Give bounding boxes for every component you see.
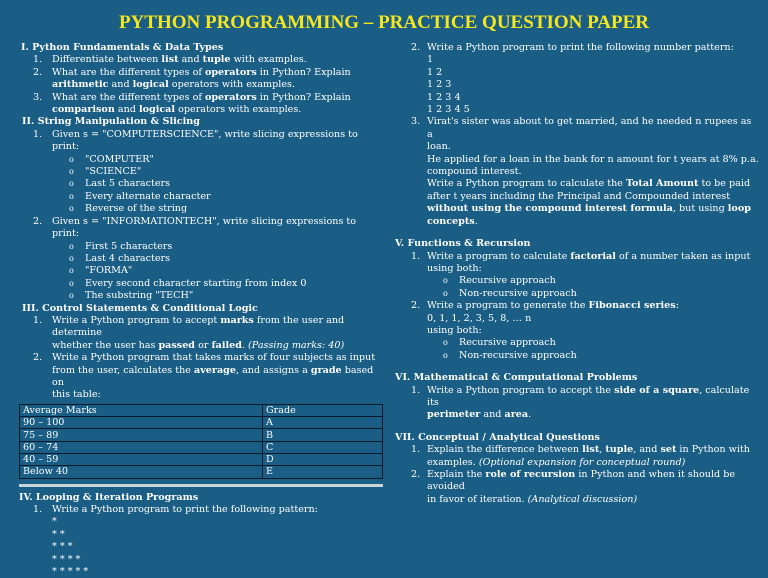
section-heading-math: VI. Mathematical & Computational Problems (395, 372, 638, 384)
section-heading-conceptual: VII. Conceptual / Analytical Questions (395, 431, 600, 443)
pattern-line: * * * * (52, 553, 81, 565)
table-row: Below 40 E (20, 466, 383, 478)
section-heading-control: III. Control Statements & Conditional Logic (22, 302, 258, 314)
section-heading-functions: V. Functions & Recursion (395, 238, 531, 250)
table-header: Grade (263, 404, 383, 416)
bullet-item: o Every second character starting from index 0 (69, 277, 307, 289)
question-item: 2. Write a program to generate the Fibonacci series: 0, 1, 1, 2, 3, 5, 8, … n using both: (411, 300, 679, 336)
question-item: 1. Differentiate between list and tuple with examples. (33, 54, 307, 66)
question-item: 1. Explain the difference between list, tuple, and set in Python with examples. (Optional expansion for conceptual round) (411, 444, 750, 468)
bullet-item: o Reverse of the string (69, 203, 188, 215)
question-item: 1. Write a Python program to print the following pattern: (33, 503, 318, 515)
bullet-item: o "COMPUTER" (69, 153, 154, 165)
table-row: 40 – 59 D (20, 453, 383, 465)
pattern-line: 1 (427, 54, 434, 66)
question-item: 2. Write a Python program that takes marks of four subjects as input from the user, calculates the average, and assigns a grade based on this table: (33, 352, 376, 401)
pattern-line: 1 2 3 4 (427, 91, 461, 103)
pattern-line: * * * * * (52, 566, 89, 577)
pattern-line: 1 2 3 (427, 79, 452, 91)
table-row: 90 – 100 A (20, 417, 383, 429)
section-heading-strings: II. String Manipulation & Slicing (22, 116, 200, 128)
bullet-item: o "SCIENCE" (69, 166, 142, 178)
page-title: PYTHON PROGRAMMING – PRACTICE QUESTION PAPER (118, 12, 650, 33)
question-item: 1. Write a Python program to accept marks from the user and determine whether the user has passed or failed. (Passing marks: 40) (33, 314, 345, 351)
table-row: 75 – 89 B (20, 429, 383, 441)
pattern-line: * * (52, 528, 65, 540)
bullet-item: o Recursive approach (443, 275, 556, 287)
question-item: 1. Write a Python program to accept the side of a square, calculate its perimeter and area. (411, 384, 750, 421)
bullet-item: o Every alternate character (69, 190, 211, 202)
pattern-line: 1 2 3 4 5 (427, 104, 470, 116)
section-heading-fundamentals: I. Python Fundamentals & Data Types (21, 42, 224, 53)
bullet-item: o "FORMA" (69, 265, 133, 277)
table-header-row (20, 404, 383, 416)
bullet-item: o Recursive approach (443, 337, 556, 349)
bullet-item: o Last 5 characters (69, 178, 171, 190)
question-item: 3. What are the different types of operators in Python? Explain comparison and logical operators with examples. (33, 91, 351, 116)
section-divider (19, 484, 383, 487)
bullet-item: o Non-recursive approach (443, 287, 577, 299)
bullet-item: o Last 4 characters (69, 252, 171, 264)
question-item: 1. Write a program to calculate factorial of a number taken as input using both: (411, 250, 751, 274)
question-item: 3. Virat's sister was about to get married, and he needed n rupees as a loan. He applied for a loan in the bank for n amount for t years at 8% p.a. compound interest. Write a Python program to calculate the Total Amount to be paid after t years including the Principal and Compounded interest without using the compound interest formula, but using loop concepts. (411, 116, 759, 227)
question-item: 2. Explain the role of recursion in Python and when it should be avoided in favor of iteration. (Analytical discussion) (411, 469, 736, 505)
right-column (395, 42, 759, 506)
question-item: 2. What are the different types of operators in Python? Explain arithmetic and logical operators with examples. (33, 66, 351, 91)
bullet-item: o First 5 characters (69, 240, 173, 252)
table-row: 60 – 74 C (20, 441, 383, 453)
grade-table (19, 404, 383, 479)
pattern-line: 1 2 (427, 66, 443, 78)
pattern-line: * * * (52, 541, 73, 553)
bullet-item: o The substring "TECH" (69, 290, 194, 302)
section-heading-looping: IV. Looping & Iteration Programs (19, 491, 199, 503)
question-item: 1. Given s = "COMPUTERSCIENCE", write slicing expressions to print: (33, 128, 358, 153)
question-item: 2. Write a Python program to print the following number pattern: (411, 42, 734, 53)
bullet-item: o Non-recursive approach (443, 349, 577, 361)
question-item: 2. Given s = "INFORMATIONTECH", write slicing expressions to print: (33, 215, 357, 240)
pattern-line: * (52, 516, 57, 528)
left-column (19, 42, 383, 578)
table-header: Average Marks (20, 404, 263, 416)
